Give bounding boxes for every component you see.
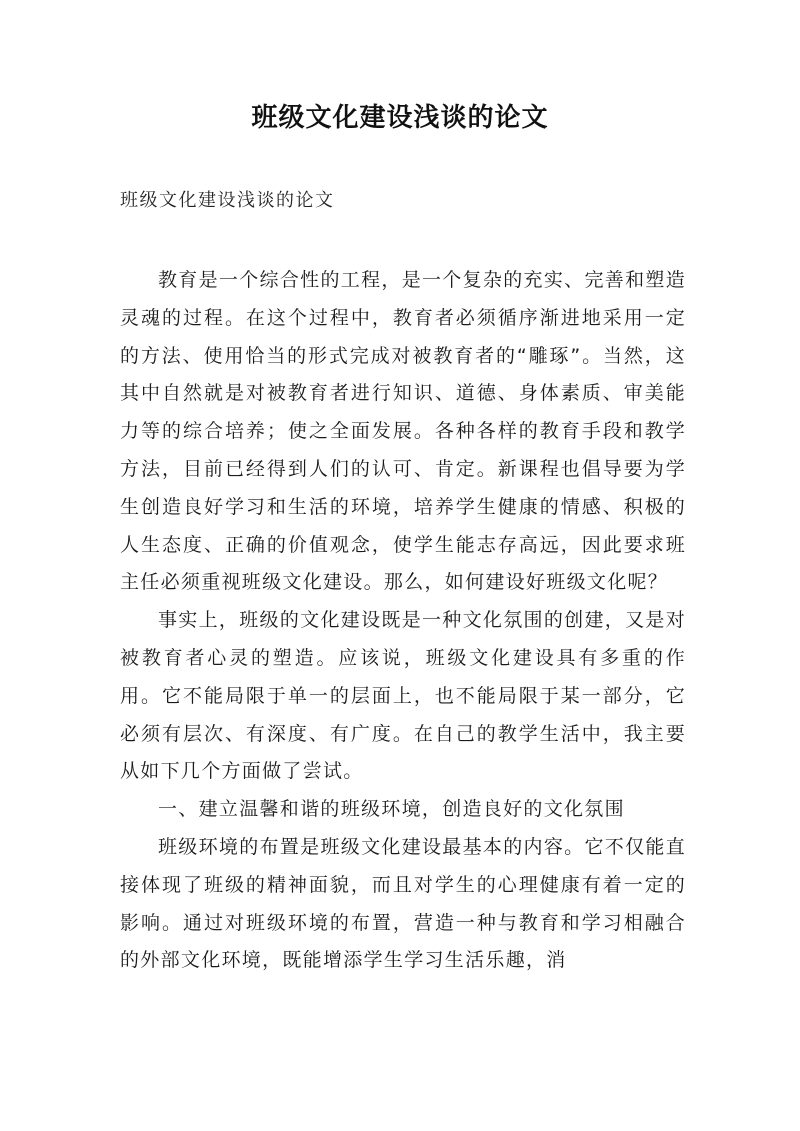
document-body [120,262,686,980]
paragraph-intro: 教育是一个综合性的工程，是一个复杂的充实、完善和塑造灵魂的过程。在这个过程中，教育者必须循序渐进地采用一定的方法、使用恰当的形式完成对被教育者的“雕琢”。当然，这其中自然就是对被教育者进行知识、道德、身体素质、审美能力等的综合培养；使之全面发展。各种各样的教育手段和教学方法，目前已经得到人们的认可、肯定。新课程也倡导要为学生创造良好学习和生活的环境，培养学生健康的情感、积极的人生态度、正确的价值观念，使学生能志存高远，因此要求班主任必须重视班级文化建设。那么，如何建设好班级文化呢？ [120,269,686,594]
paragraph-cultural-construction: 事实上，班级的文化建设既是一种文化氛围的创建，又是对被教育者心灵的塑造。应该说，班级文化建设具有多重的作用。它不能局限于单一的层面上，也不能局限于某一部分，它必须有层次、有深度、有广度。在自己的教学生活中，我主要从如下几个方面做了尝试。 [120,609,686,783]
document-subtitle: 班级文化建设浅谈的论文 [120,190,335,211]
document-title: 班级文化建设浅谈的论文 [251,103,549,133]
paragraph-class-environment: 班级环境的布置是班级文化建设最基本的内容。它不仅能直接体现了班级的精神面貌，而且对学生的心理健康有着一定的影响。通过对班级环境的布置，营造一种与教育和学习相融合的外部文化环境，既能增添学生学习生活乐趣，消 [120,835,686,972]
section-heading-1: 一、建立温馨和谐的班级环境，创造良好的文化氛围 [158,798,625,821]
